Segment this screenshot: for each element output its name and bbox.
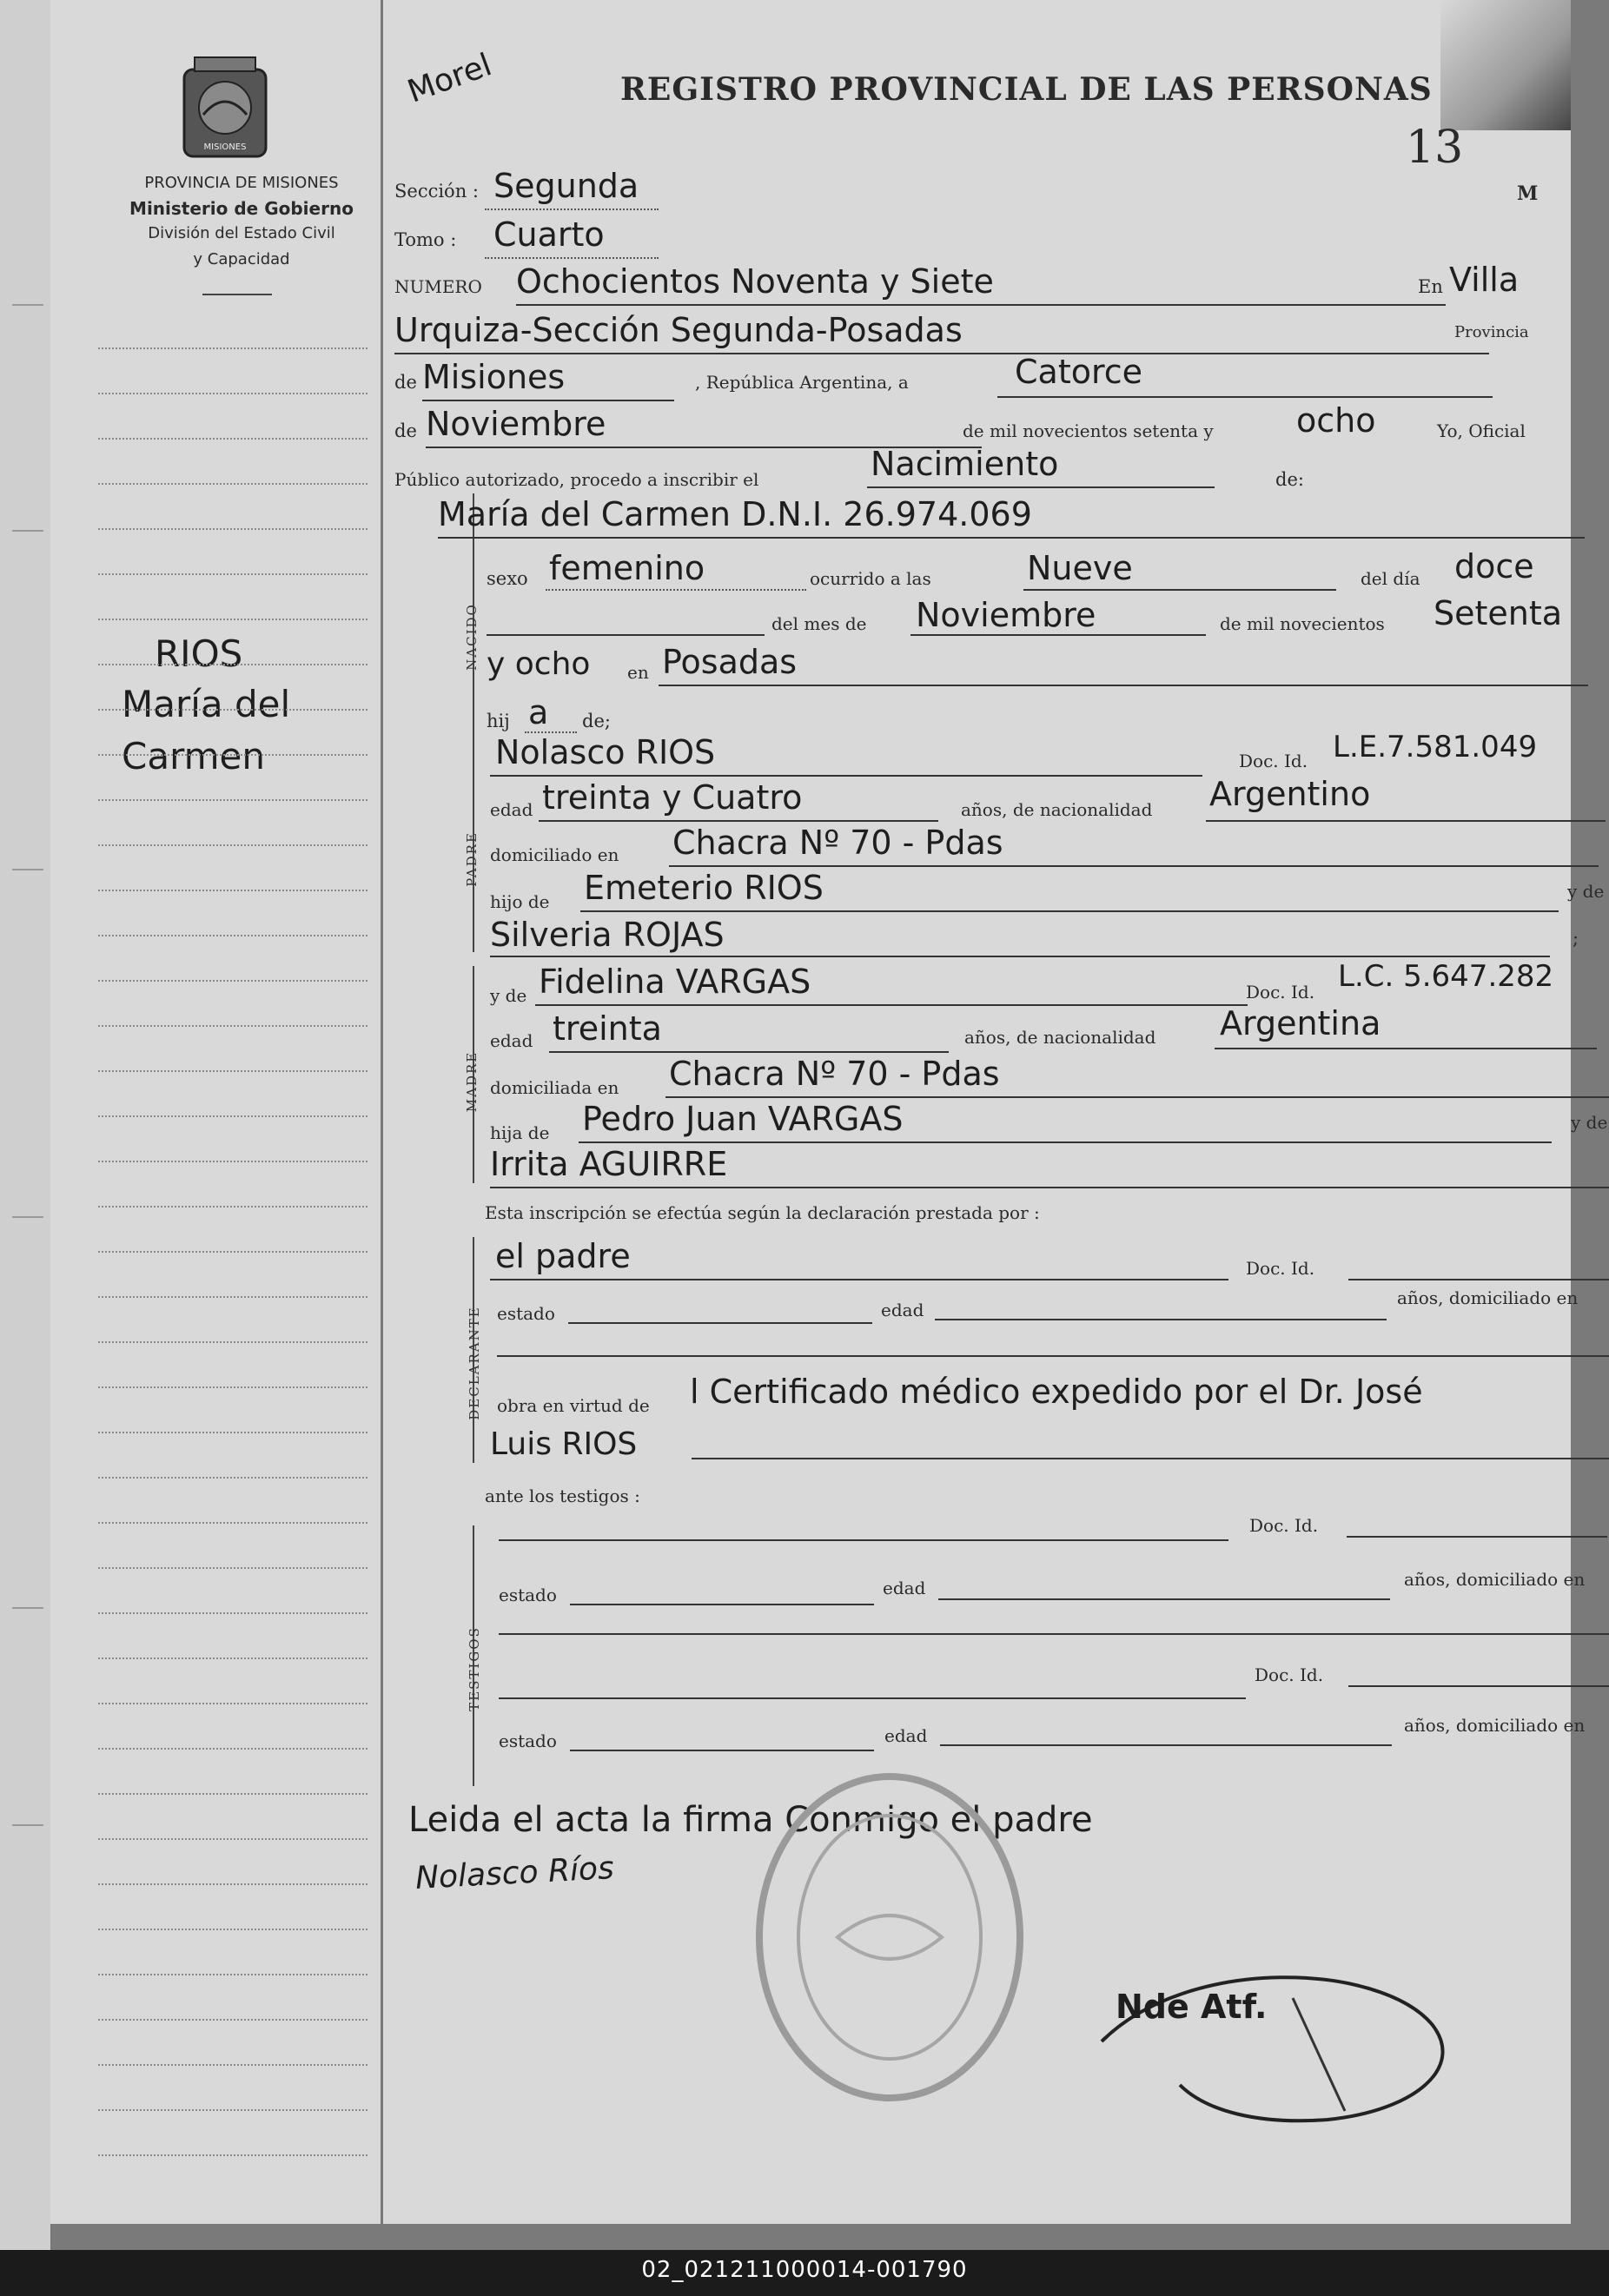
stub-ruling-line [98,1703,367,1704]
nacido-dia-value: doce [1454,547,1534,586]
stub-ruling-line [98,347,367,349]
stub-ruling-line [98,1206,367,1208]
madre-hija-label: hija de [490,1122,550,1143]
madre-domicilio-value: Chacra Nº 70 - Pdas [669,1055,1000,1093]
stub-given-name-2: Carmen [122,735,265,777]
madre-domicilio-label: domiciliada en [490,1077,619,1098]
testigos-intro: ante los testigos : [485,1485,640,1506]
stub-ruling-line [98,1161,367,1162]
del-dia-label: del día [1361,568,1420,589]
seccion-label: Sección : [394,181,479,202]
tomo-value: Cuarto [493,215,605,254]
madre-doc-value: L.C. 5.647.282 [1338,959,1554,994]
provincia-label: Provincia [1454,323,1529,341]
stub-ruling-line [98,664,367,665]
stub-ruling-line [98,438,367,440]
dark-corner [1440,0,1571,130]
acto-value: Nacimiento [871,445,1059,483]
padre-anios-label: años, de nacionalidad [961,799,1153,820]
padre-domicilio-value: Chacra Nº 70 - Pdas [672,824,1003,862]
madre-padre-value: Pedro Juan VARGAS [582,1100,904,1138]
declarante-intro: Esta inscripción se efectúa según la declaración prestada por : [485,1202,1040,1223]
madre-nacionalidad-value: Argentina [1220,1004,1381,1042]
republica-label: , República Argentina, a [695,372,909,393]
nacido-lugar-value: Posadas [662,643,798,681]
padre-nacionalidad-value: Argentino [1209,775,1371,813]
page-number: 13 [1406,122,1464,174]
stub-surname: RIOS [155,632,243,675]
obra-label: obra en virtud de [497,1395,650,1416]
stub-ruling-line [98,1025,367,1027]
padre-label: PADRE [464,831,480,887]
padre-edad-value: treinta y Cuatro [542,778,803,817]
de-label: de [394,372,417,393]
stub-ruling-line [98,483,367,485]
stub-ruling-line [98,1748,367,1750]
stub-ruling-line [98,1522,367,1524]
nacido-en-label: en [627,662,649,683]
padre-doc-value: L.E.7.581.049 [1333,730,1538,764]
declarante-doc-label: Doc. Id. [1246,1258,1315,1279]
official-seal-stamp [742,1763,1037,2111]
stub-line-ministry: Ministerio de Gobierno [129,198,354,219]
madre-doc-label: Doc. Id. [1246,982,1315,1002]
document-id-footer: 02_021211000014-001790 [641,2257,968,2283]
official-signature: Nde Atf. [1116,1988,1268,2026]
stub-ruling-line [98,619,367,620]
stub-ruling-line [98,1251,367,1253]
madre-edad-label: edad [490,1030,533,1051]
padre-domicilio-label: domiciliado en [490,844,619,865]
madre-madre-value: Irrita AGUIRRE [490,1145,728,1183]
nacido-mes-value: Noviembre [916,596,1096,634]
stub-ruling-line [98,1838,367,1840]
testigo1-anios-label: años, domiciliado en [1404,1569,1586,1590]
stub-ruling-line [98,1070,367,1072]
de3-label: de: [1275,469,1304,490]
nacido-mil-label: de mil novecientos [1220,613,1385,634]
stub-ruling-line [98,1432,367,1433]
stub-ruling-line [98,2154,367,2156]
padre-doc-label: Doc. Id. [1239,751,1308,771]
stub-ruling-line [98,1793,367,1795]
stub-ruling-line [98,528,367,530]
stub-ruling-line [98,2064,367,2066]
lugar-value: Urquiza-Sección Segunda-Posadas [394,311,963,349]
nacido-anio-value-2: y ocho [487,646,591,682]
stub-ruling-line [98,1657,367,1659]
de2-label: de [394,420,417,441]
seccion-value: Segunda [493,167,639,205]
stub-ruling-line [98,844,367,846]
stub-line-province: PROVINCIA DE MISIONES [144,174,339,192]
testigos-label: TESTIGOS [467,1626,482,1711]
madre-yde-label: y de [490,985,527,1006]
stub-column [50,0,383,2224]
nacido-anio-value-1: Setenta [1434,594,1563,632]
sexo-value: femenino [549,549,705,587]
padre-edad-label: edad [490,799,533,820]
ocurrido-label: ocurrido a las [810,568,931,589]
stub-ruling-line [98,2109,367,2111]
corner-mark: M [1517,182,1539,205]
stub-ruling-line [98,1386,367,1388]
mil-label: de mil novecientos setenta y [963,420,1214,441]
en-label: En [1418,276,1443,297]
stub-ruling-line [98,709,367,711]
stub-ruling-line [98,1296,367,1298]
stub-ruling-line [98,573,367,575]
stub-ruling-line [98,890,367,891]
provincia-value: Misiones [422,358,566,396]
corner-note: Morel [402,47,497,110]
hij-value: a [528,693,549,731]
stub-ruling-line [98,1974,367,1975]
madre-nombre: Fidelina VARGAS [539,963,811,1001]
hij-label: hij [487,711,510,731]
madre-yde2-label: y de [1571,1112,1608,1133]
stub-ruling-line [98,1341,367,1343]
mes-value: Noviembre [426,405,606,443]
obra-value-1: l Certificado médico expedido por el Dr. José [690,1373,1423,1411]
coat-of-arms-emblem [177,54,273,167]
testigo1-edad-label: edad [883,1578,926,1598]
stub-ruling-line [98,1883,367,1885]
emblem-text: MISIONES [203,142,247,152]
declarante-estado-label: estado [497,1303,555,1324]
testigo1-estado-label: estado [499,1585,557,1605]
oficial-label: Yo, Oficial [1437,420,1526,441]
stub-ruling-line [98,1115,367,1117]
dia-value: Catorce [1015,353,1143,391]
stub-line-division: División del Estado Civil [148,224,335,242]
declarante-anios-label: años, domiciliado en [1397,1287,1579,1308]
nacido-de-label: de; [582,711,611,731]
nacido-label: NACIDO [464,603,480,671]
padre-yde-label: y de [1567,881,1605,902]
testigo2-anios-label: años, domiciliado en [1404,1715,1586,1736]
stub-ruling-line [98,980,367,982]
declarante-edad-label: edad [881,1300,924,1320]
declarant-signature: Nolasco Ríos [414,1850,615,1896]
stub-ruling-line [98,1477,367,1479]
del-mes-label: del mes de [771,613,867,634]
padre-semicolon: ; [1573,928,1579,949]
official-signature-scribble [1084,1946,1484,2137]
padre-hijo-label: hijo de [490,891,550,912]
testigo1-doc-label: Doc. Id. [1249,1515,1319,1536]
sexo-label: sexo [487,568,528,589]
en-value: Villa [1449,261,1520,299]
padre-madre-value: Silveria ROJAS [490,916,725,954]
padre-nombre: Nolasco RIOS [495,733,716,771]
hora-value: Nueve [1027,549,1133,587]
register-title: REGISTRO PROVINCIAL DE LAS PERSONAS [620,71,1433,108]
testigo2-edad-label: edad [884,1725,928,1746]
register-sheet [50,0,1608,2224]
numero-label: NUMERO [394,276,482,297]
stub-ruling-line [98,1612,367,1614]
padre-padre-value: Emeterio RIOS [584,869,824,907]
closing-text: Leida el acta la firma Conmigo el padre [408,1800,1093,1840]
stub-ruling-line [98,935,367,936]
stub-ruling-line [98,799,367,801]
stub-ruling-line [98,1929,367,1930]
madre-label: MADRE [464,1050,480,1113]
stub-ruling-line [98,1567,367,1569]
stub-ruling-line [98,2019,367,2021]
nacido-nombre: María del Carmen D.N.I. 26.974.069 [438,495,1032,533]
publico-label: Público autorizado, procedo a inscribir el [394,469,759,490]
madre-anios-label: años, de nacionalidad [964,1027,1156,1048]
declarante-label: DECLARANTE [467,1306,482,1420]
facing-page-edge [0,0,52,2250]
stub-ruling-line [98,393,367,394]
testigo2-doc-label: Doc. Id. [1255,1664,1324,1685]
madre-edad-value: treinta [553,1009,662,1048]
declarante-nombre: el padre [495,1237,631,1275]
stub-line-capacity: y Capacidad [193,250,290,268]
testigo2-estado-label: estado [499,1730,557,1751]
stub-given-name-1: María del [122,683,291,725]
obra-value-2: Luis RIOS [490,1426,638,1462]
tomo-label: Tomo : [394,229,457,250]
anio-value: ocho [1296,401,1376,440]
stub-ruling-line [98,754,367,756]
numero-value: Ochocientos Noventa y Siete [516,262,994,301]
